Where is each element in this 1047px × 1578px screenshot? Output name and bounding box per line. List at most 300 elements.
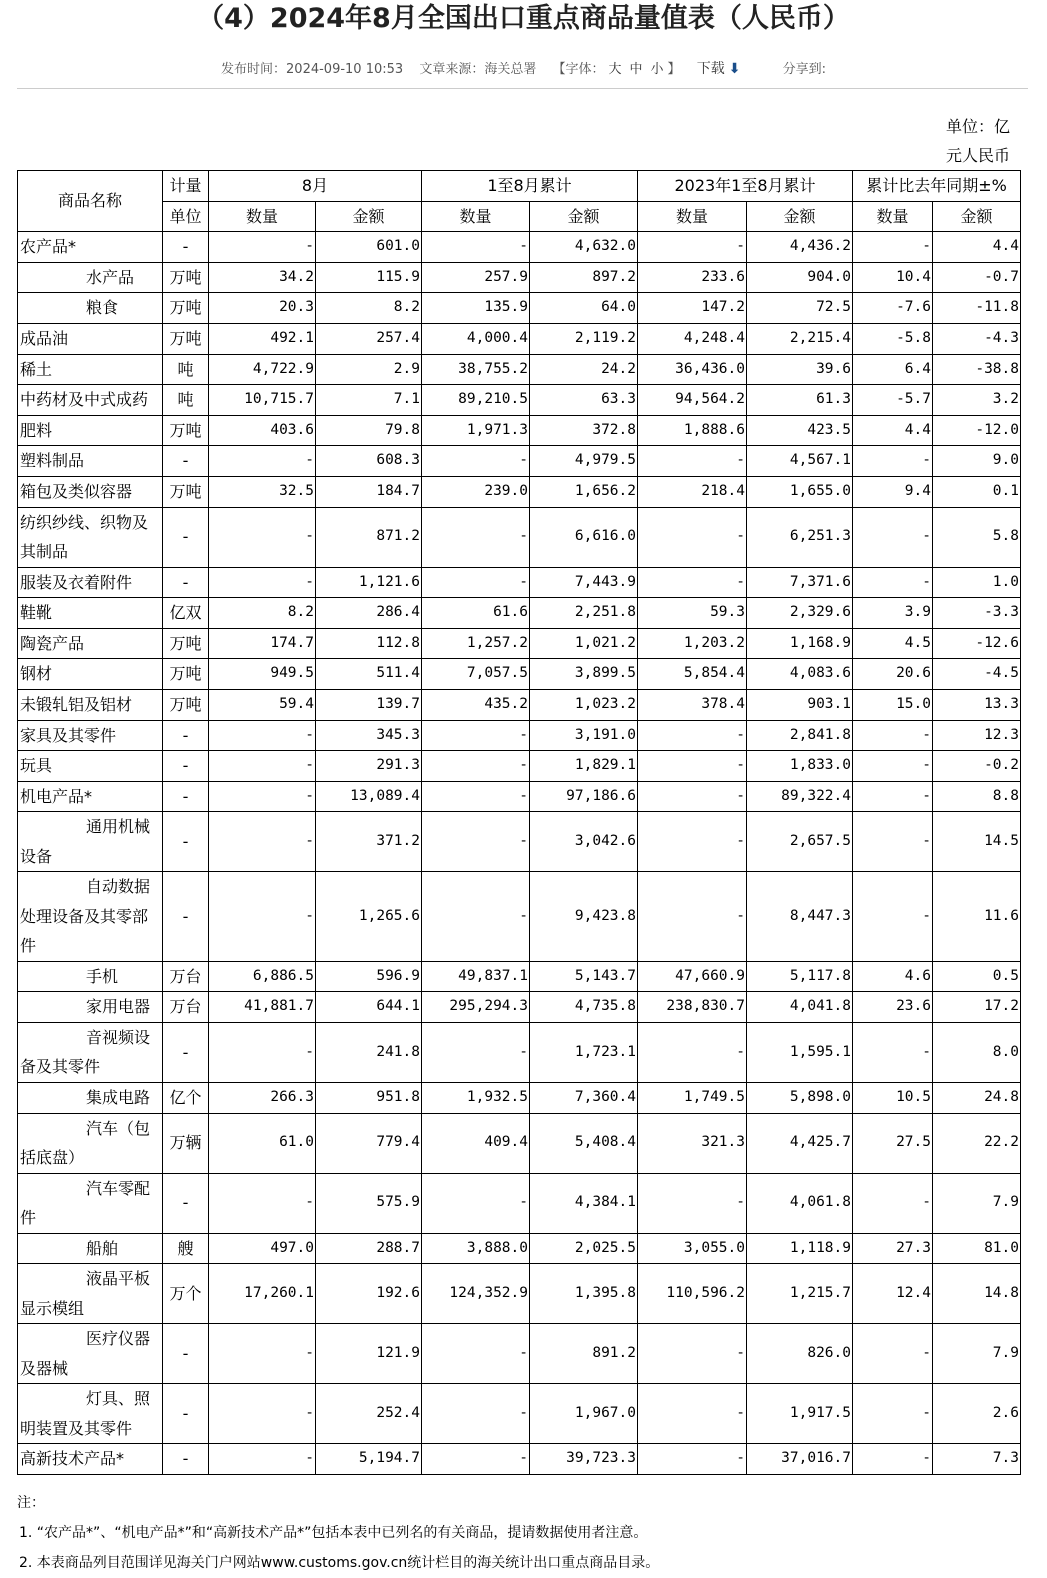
commodity-name: [18, 628, 163, 659]
yoy-qty-cell: -: [853, 507, 933, 567]
share-label: 分享到:: [782, 62, 826, 77]
font-size-small-button[interactable]: 小: [650, 62, 664, 77]
unit-cell: 万台: [163, 961, 209, 992]
download-label: 下载: [696, 61, 725, 77]
commodity-name: [18, 232, 163, 263]
unit-cell: 万吨: [163, 659, 209, 690]
prev-amt-cell: 2,329.6: [747, 598, 853, 629]
aug-qty-cell: -: [209, 507, 316, 567]
ytd-qty-cell: 124,352.9: [422, 1264, 530, 1324]
ytd-amt-cell: 2,251.8: [530, 598, 638, 629]
unit-cell: -: [163, 1022, 209, 1082]
aug-amt-cell: 7.1: [316, 385, 422, 416]
ytd-qty-cell: 1,971.3: [422, 415, 530, 446]
yoy-amt-cell: 14.8: [933, 1264, 1021, 1324]
yoy-qty-cell: -: [853, 781, 933, 812]
ytd-qty-cell: 61.6: [422, 598, 530, 629]
unit-cell: 万个: [163, 1264, 209, 1324]
table-row: [18, 659, 1021, 690]
aug-amt-cell: 1,121.6: [316, 567, 422, 598]
commodity-name-text: 水产品: [86, 267, 135, 287]
yoy-qty-cell: 27.5: [853, 1113, 933, 1173]
aug-qty-cell: 59.4: [209, 689, 316, 720]
yoy-qty-cell: -: [853, 872, 933, 962]
aug-amt-cell: 596.9: [316, 961, 422, 992]
header-qty: 数量: [209, 201, 316, 232]
commodity-name: [18, 1173, 163, 1233]
unit-cell: 万吨: [163, 323, 209, 354]
ytd-amt-cell: 3,899.5: [530, 659, 638, 690]
commodity-name-text: 音视频设备及其零件: [20, 1027, 151, 1077]
prev-qty-cell: -: [638, 1324, 747, 1384]
ytd-qty-cell: 89,210.5: [422, 385, 530, 416]
unit-cell: 万吨: [163, 262, 209, 293]
prev-amt-cell: 1,215.7: [747, 1264, 853, 1324]
aug-amt-cell: 288.7: [316, 1233, 422, 1264]
header-aug: 8月: [209, 171, 422, 202]
unit-cell: -: [163, 1173, 209, 1233]
yoy-qty-cell: -: [853, 720, 933, 751]
prev-qty-cell: 218.4: [638, 476, 747, 507]
aug-qty-cell: 8.2: [209, 598, 316, 629]
table-row: [18, 507, 1021, 567]
ytd-amt-cell: 3,042.6: [530, 812, 638, 872]
aug-qty-cell: 41,881.7: [209, 992, 316, 1023]
ytd-amt-cell: 97,186.6: [530, 781, 638, 812]
commodity-name-text: 机电产品*: [20, 786, 93, 806]
prev-amt-cell: 4,567.1: [747, 446, 853, 477]
ytd-qty-cell: 7,057.5: [422, 659, 530, 690]
ytd-amt-cell: 1,656.2: [530, 476, 638, 507]
aug-qty-cell: 32.5: [209, 476, 316, 507]
prev-qty-cell: 110,596.2: [638, 1264, 747, 1324]
prev-qty-cell: 3,055.0: [638, 1233, 747, 1264]
aug-qty-cell: -: [209, 781, 316, 812]
aug-amt-cell: 112.8: [316, 628, 422, 659]
aug-qty-cell: -: [209, 751, 316, 782]
table-row: [18, 1113, 1021, 1173]
unit-cell: -: [163, 507, 209, 567]
yoy-amt-cell: -12.6: [933, 628, 1021, 659]
commodity-name: [18, 720, 163, 751]
table-row: [18, 385, 1021, 416]
page-title: （4）2024年8月全国出口重点商品量值表（人民币）: [197, 3, 850, 34]
ytd-qty-cell: 3,888.0: [422, 1233, 530, 1264]
yoy-qty-cell: -: [853, 567, 933, 598]
publish-time: 发布时间：2024-09-10 10:53: [221, 62, 404, 77]
prev-amt-cell: 4,436.2: [747, 232, 853, 263]
unit-cell: -: [163, 1444, 209, 1475]
commodity-name: [18, 1384, 163, 1444]
prev-amt-cell: 1,595.1: [747, 1022, 853, 1082]
prev-qty-cell: -: [638, 1444, 747, 1475]
table-row: [18, 872, 1021, 962]
unit-cell: 万台: [163, 992, 209, 1023]
unit-cell: -: [163, 720, 209, 751]
ytd-amt-cell: 24.2: [530, 354, 638, 385]
table-row: [18, 781, 1021, 812]
unit-cell: 万吨: [163, 293, 209, 324]
table-row: [18, 598, 1021, 629]
commodity-name-text: 汽车零配件: [20, 1178, 151, 1228]
aug-qty-cell: 20.3: [209, 293, 316, 324]
commodity-name: [18, 992, 163, 1023]
commodity-name: [18, 751, 163, 782]
ytd-amt-cell: 63.3: [530, 385, 638, 416]
header-qty: 数量: [853, 201, 933, 232]
ytd-qty-cell: -: [422, 872, 530, 962]
aug-qty-cell: -: [209, 1022, 316, 1082]
unit-cell: -: [163, 232, 209, 263]
unit-line-2: 元人民币: [945, 146, 1010, 165]
commodity-name: [18, 1444, 163, 1475]
ytd-amt-cell: 6,616.0: [530, 507, 638, 567]
header-qty: 数量: [638, 201, 747, 232]
ytd-amt-cell: 39,723.3: [530, 1444, 638, 1475]
yoy-qty-cell: -: [853, 1173, 933, 1233]
table-row: [18, 1173, 1021, 1233]
prev-amt-cell: 4,425.7: [747, 1113, 853, 1173]
unit-cell: 万吨: [163, 415, 209, 446]
yoy-amt-cell: -11.8: [933, 293, 1021, 324]
ytd-qty-cell: 1,932.5: [422, 1082, 530, 1113]
unit-cell: -: [163, 751, 209, 782]
aug-amt-cell: 511.4: [316, 659, 422, 690]
aug-qty-cell: 10,715.7: [209, 385, 316, 416]
prev-qty-cell: -: [638, 446, 747, 477]
prev-amt-cell: 904.0: [747, 262, 853, 293]
prev-amt-cell: 2,657.5: [747, 812, 853, 872]
ytd-amt-cell: 9,423.8: [530, 872, 638, 962]
yoy-amt-cell: 7.9: [933, 1324, 1021, 1384]
yoy-qty-cell: -: [853, 1022, 933, 1082]
prev-amt-cell: 7,371.6: [747, 567, 853, 598]
header-amt: 金额: [316, 201, 422, 232]
commodity-name-text: 家用电器: [86, 997, 151, 1017]
ytd-amt-cell: 2,119.2: [530, 323, 638, 354]
commodity-name: [18, 689, 163, 720]
ytd-amt-cell: 1,967.0: [530, 1384, 638, 1444]
prev-amt-cell: 5,117.8: [747, 961, 853, 992]
commodity-name: [18, 872, 163, 962]
prev-amt-cell: 826.0: [747, 1324, 853, 1384]
commodity-name: [18, 385, 163, 416]
header-amt: 金额: [530, 201, 638, 232]
prev-qty-cell: 1,888.6: [638, 415, 747, 446]
prev-qty-cell: 4,248.4: [638, 323, 747, 354]
commodity-name-text: 通用机械设备: [20, 817, 151, 866]
aug-amt-cell: 608.3: [316, 446, 422, 477]
ytd-qty-cell: 435.2: [422, 689, 530, 720]
download-button[interactable]: [697, 61, 747, 77]
prev-amt-cell: 89,322.4: [747, 781, 853, 812]
table-row: [18, 323, 1021, 354]
aug-qty-cell: -: [209, 872, 316, 962]
aug-qty-cell: 17,260.1: [209, 1264, 316, 1324]
prev-qty-cell: 238,830.7: [638, 992, 747, 1023]
prev-qty-cell: 47,660.9: [638, 961, 747, 992]
yoy-amt-cell: 22.2: [933, 1113, 1021, 1173]
prev-amt-cell: 1,917.5: [747, 1384, 853, 1444]
ytd-amt-cell: 1,395.8: [530, 1264, 638, 1324]
aug-amt-cell: 192.6: [316, 1264, 422, 1324]
table-row: [18, 689, 1021, 720]
ytd-qty-cell: -: [422, 720, 530, 751]
yoy-qty-cell: 6.4: [853, 354, 933, 385]
prev-qty-cell: -: [638, 720, 747, 751]
prev-amt-cell: 1,833.0: [747, 751, 853, 782]
unit-cell: -: [163, 872, 209, 962]
prev-amt-cell: 6,251.3: [747, 507, 853, 567]
prev-qty-cell: 5,854.4: [638, 659, 747, 690]
ytd-amt-cell: 4,735.8: [530, 992, 638, 1023]
yoy-amt-cell: 8.8: [933, 781, 1021, 812]
yoy-amt-cell: 24.8: [933, 1082, 1021, 1113]
yoy-amt-cell: 11.6: [933, 872, 1021, 962]
commodity-name: [18, 812, 163, 872]
table-row: [18, 812, 1021, 872]
ytd-qty-cell: 409.4: [422, 1113, 530, 1173]
commodity-name: [18, 354, 163, 385]
aug-amt-cell: 601.0: [316, 232, 422, 263]
commodity-name-text: 服装及衣着附件: [20, 572, 133, 592]
yoy-amt-cell: 7.3: [933, 1444, 1021, 1475]
prev-qty-cell: 94,564.2: [638, 385, 747, 416]
yoy-qty-cell: 4.5: [853, 628, 933, 659]
commodity-name: [18, 1022, 163, 1082]
ytd-qty-cell: -: [422, 232, 530, 263]
aug-qty-cell: -: [209, 446, 316, 477]
yoy-amt-cell: 7.9: [933, 1173, 1021, 1233]
aug-amt-cell: 779.4: [316, 1113, 422, 1173]
unit-cell: -: [163, 781, 209, 812]
ytd-qty-cell: -: [422, 507, 530, 567]
aug-amt-cell: 257.4: [316, 323, 422, 354]
prev-amt-cell: 5,898.0: [747, 1082, 853, 1113]
yoy-qty-cell: 4.4: [853, 415, 933, 446]
yoy-amt-cell: 5.8: [933, 507, 1021, 567]
aug-qty-cell: -: [209, 567, 316, 598]
aug-qty-cell: -: [209, 720, 316, 751]
table-row: [18, 567, 1021, 598]
header-divider: [17, 88, 1028, 89]
ytd-qty-cell: -: [422, 781, 530, 812]
table-row: [18, 1082, 1021, 1113]
header-prev-year: 2023年1至8月累计: [638, 171, 853, 202]
prev-qty-cell: 1,749.5: [638, 1082, 747, 1113]
ytd-amt-cell: 64.0: [530, 293, 638, 324]
unit-line-1: 单位：亿: [945, 117, 1010, 136]
table-row: [18, 354, 1021, 385]
ytd-qty-cell: -: [422, 567, 530, 598]
prev-qty-cell: 1,203.2: [638, 628, 747, 659]
yoy-qty-cell: 20.6: [853, 659, 933, 690]
prev-qty-cell: -: [638, 567, 747, 598]
aug-qty-cell: 174.7: [209, 628, 316, 659]
ytd-qty-cell: 1,257.2: [422, 628, 530, 659]
yoy-qty-cell: -: [853, 232, 933, 263]
aug-amt-cell: 121.9: [316, 1324, 422, 1384]
yoy-qty-cell: -: [853, 812, 933, 872]
aug-amt-cell: 2.9: [316, 354, 422, 385]
aug-amt-cell: 115.9: [316, 262, 422, 293]
commodity-name-text: 医疗仪器及器械: [20, 1329, 151, 1378]
prev-qty-cell: -: [638, 232, 747, 263]
yoy-amt-cell: 81.0: [933, 1233, 1021, 1264]
ytd-amt-cell: 2,025.5: [530, 1233, 638, 1264]
table-row: [18, 1233, 1021, 1264]
commodity-name-text: 未锻轧铝及铝材: [20, 694, 133, 714]
prev-amt-cell: 1,168.9: [747, 628, 853, 659]
unit-cell: -: [163, 1384, 209, 1444]
ytd-qty-cell: -: [422, 1324, 530, 1384]
yoy-amt-cell: -4.5: [933, 659, 1021, 690]
commodity-name-text: 手机: [86, 966, 119, 986]
table-row: [18, 720, 1021, 751]
commodity-name-text: 家具及其零件: [20, 725, 117, 745]
commodity-name-text: 液晶平板显示模组: [20, 1269, 151, 1318]
yoy-qty-cell: 15.0: [853, 689, 933, 720]
font-size-controls: [552, 62, 680, 77]
commodity-name: [18, 1082, 163, 1113]
ytd-amt-cell: 3,191.0: [530, 720, 638, 751]
yoy-qty-cell: 23.6: [853, 992, 933, 1023]
yoy-qty-cell: 4.6: [853, 961, 933, 992]
table-row: [18, 293, 1021, 324]
table-row: [18, 476, 1021, 507]
ytd-qty-cell: 38,755.2: [422, 354, 530, 385]
table-row: [18, 446, 1021, 477]
prev-qty-cell: 321.3: [638, 1113, 747, 1173]
ytd-qty-cell: 257.9: [422, 262, 530, 293]
yoy-qty-cell: 10.5: [853, 1082, 933, 1113]
header-amt: 金额: [747, 201, 853, 232]
commodity-name: [18, 262, 163, 293]
ytd-qty-cell: 49,837.1: [422, 961, 530, 992]
note-2: 2. 本表商品列目范围详见海关门户网站www.customs.gov.cn统计栏目的海关统计出口重点商品目录。: [19, 1555, 660, 1571]
yoy-qty-cell: -: [853, 1384, 933, 1444]
aug-qty-cell: -: [209, 812, 316, 872]
download-arrow-icon: ⬇: [728, 61, 741, 77]
ytd-amt-cell: 1,723.1: [530, 1022, 638, 1082]
export-data-table: [17, 170, 1021, 1475]
yoy-amt-cell: 8.0: [933, 1022, 1021, 1082]
font-size-large-button[interactable]: 大: [608, 62, 622, 77]
aug-qty-cell: -: [209, 1173, 316, 1233]
aug-amt-cell: 951.8: [316, 1082, 422, 1113]
yoy-qty-cell: -: [853, 446, 933, 477]
ytd-qty-cell: -: [422, 1173, 530, 1233]
yoy-qty-cell: -: [853, 1444, 933, 1475]
aug-amt-cell: 371.2: [316, 812, 422, 872]
aug-amt-cell: 5,194.7: [316, 1444, 422, 1475]
prev-qty-cell: 59.3: [638, 598, 747, 629]
unit-cell: -: [163, 812, 209, 872]
yoy-amt-cell: 2.6: [933, 1384, 1021, 1444]
ytd-amt-cell: 4,979.5: [530, 446, 638, 477]
ytd-qty-cell: 295,294.3: [422, 992, 530, 1023]
table-row: [18, 1324, 1021, 1384]
yoy-amt-cell: -12.0: [933, 415, 1021, 446]
commodity-name: [18, 476, 163, 507]
table-row: [18, 1444, 1021, 1475]
aug-qty-cell: 4,722.9: [209, 354, 316, 385]
unit-cell: 万吨: [163, 689, 209, 720]
commodity-name: [18, 781, 163, 812]
aug-amt-cell: 184.7: [316, 476, 422, 507]
article-meta: [0, 58, 1047, 78]
header-amt: 金额: [933, 201, 1021, 232]
aug-qty-cell: 949.5: [209, 659, 316, 690]
commodity-name-text: 成品油: [20, 329, 69, 349]
ytd-amt-cell: 4,384.1: [530, 1173, 638, 1233]
aug-qty-cell: -: [209, 1324, 316, 1384]
unit-cell: 亿双: [163, 598, 209, 629]
commodity-name: [18, 415, 163, 446]
prev-amt-cell: 39.6: [747, 354, 853, 385]
prev-qty-cell: -: [638, 781, 747, 812]
prev-amt-cell: 903.1: [747, 689, 853, 720]
aug-amt-cell: 575.9: [316, 1173, 422, 1233]
commodity-name-text: 鞋靴: [20, 603, 53, 623]
unit-cell: 吨: [163, 354, 209, 385]
ytd-qty-cell: -: [422, 812, 530, 872]
table-row: [18, 992, 1021, 1023]
table-row: [18, 415, 1021, 446]
prev-qty-cell: -: [638, 872, 747, 962]
prev-amt-cell: 8,447.3: [747, 872, 853, 962]
aug-amt-cell: 8.2: [316, 293, 422, 324]
aug-qty-cell: 497.0: [209, 1233, 316, 1264]
table-row: [18, 1022, 1021, 1082]
aug-qty-cell: 61.0: [209, 1113, 316, 1173]
commodity-name-text: 集成电路: [86, 1088, 151, 1108]
table-row: [18, 1264, 1021, 1324]
header-name: 商品名称: [18, 171, 163, 232]
ytd-amt-cell: 372.8: [530, 415, 638, 446]
aug-qty-cell: -: [209, 232, 316, 263]
aug-amt-cell: 13,089.4: [316, 781, 422, 812]
yoy-amt-cell: 0.5: [933, 961, 1021, 992]
commodity-name-text: 玩具: [20, 756, 53, 776]
aug-amt-cell: 241.8: [316, 1022, 422, 1082]
aug-qty-cell: 492.1: [209, 323, 316, 354]
aug-amt-cell: 871.2: [316, 507, 422, 567]
aug-qty-cell: 266.3: [209, 1082, 316, 1113]
yoy-amt-cell: 13.3: [933, 689, 1021, 720]
prev-amt-cell: 37,016.7: [747, 1444, 853, 1475]
table-row: [18, 961, 1021, 992]
font-size-medium-button[interactable]: 中: [629, 62, 643, 77]
ytd-qty-cell: 135.9: [422, 293, 530, 324]
unit-cell: 万辆: [163, 1113, 209, 1173]
yoy-qty-cell: -: [853, 1324, 933, 1384]
table-row: [18, 262, 1021, 293]
prev-amt-cell: 1,118.9: [747, 1233, 853, 1264]
yoy-qty-cell: -7.6: [853, 293, 933, 324]
ytd-qty-cell: -: [422, 1384, 530, 1444]
prev-amt-cell: 72.5: [747, 293, 853, 324]
commodity-name: [18, 1264, 163, 1324]
ytd-qty-cell: 4,000.4: [422, 323, 530, 354]
unit-cell: -: [163, 567, 209, 598]
yoy-qty-cell: 27.3: [853, 1233, 933, 1264]
yoy-amt-cell: 3.2: [933, 385, 1021, 416]
prev-qty-cell: 36,436.0: [638, 354, 747, 385]
unit-cell: -: [163, 1324, 209, 1384]
yoy-qty-cell: -5.7: [853, 385, 933, 416]
header-qty: 数量: [422, 201, 530, 232]
